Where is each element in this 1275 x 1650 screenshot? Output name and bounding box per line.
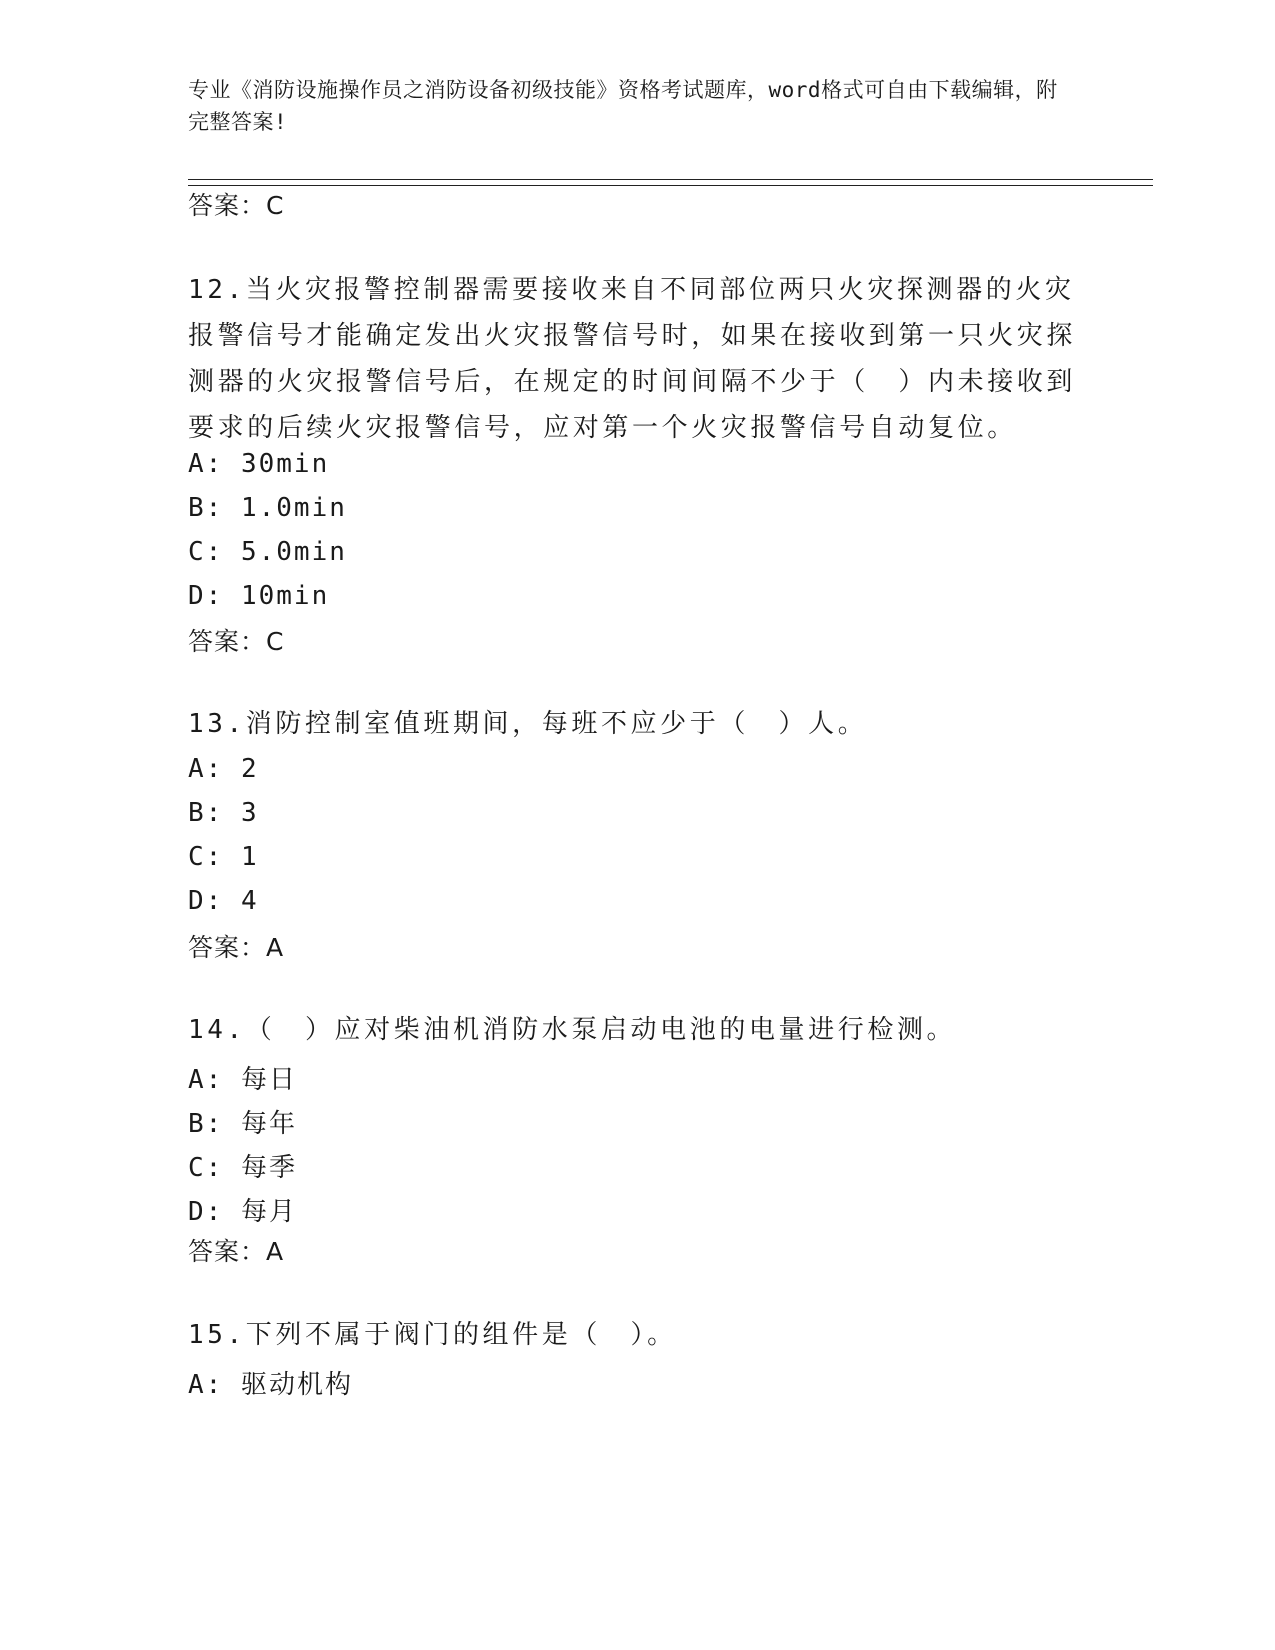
answer-previous: 答案：C [188, 191, 285, 220]
question-12-stem: 12.当火灾报警控制器需要接收来自不同部位两只火灾探测器的火灾报警信号才能确定发出火灾报警信号时，如果在接收到第一只火灾探测器的火灾报警信号后，在规定的时间间隔不少于（ ）内未接收到要求的后续火灾报警信号，应对第一个火灾报警信号自动复位。 [188, 275, 1077, 443]
header-double-rule [188, 179, 1153, 186]
question-12-answer: 答案：C [188, 627, 285, 656]
question-15-stem: 15.下列不属于阀门的组件是（ ）。 [188, 1320, 677, 1350]
question-13-option-a: A: 2 [188, 754, 259, 784]
question-13-option-b: B: 3 [188, 798, 259, 828]
question-14-option-d: D: 每月 [188, 1197, 297, 1227]
question-14-answer: 答案：A [188, 1237, 285, 1266]
question-14-stem: 14.（ ）应对柴油机消防水泵启动电池的电量进行检测。 [188, 1015, 957, 1045]
question-14-option-a: A: 每日 [188, 1065, 297, 1095]
question-13-option-d: D: 4 [188, 886, 259, 916]
document-header: 专业《消防设施操作员之消防设备初级技能》资格考试题库，word格式可自由下载编辑，附完整答案! [188, 78, 1058, 134]
question-15-option-a: A: 驱动机构 [188, 1370, 353, 1400]
question-13-answer: 答案：A [188, 933, 285, 962]
question-14-option-b: B: 每年 [188, 1109, 297, 1139]
question-13-stem: 13.消防控制室值班期间，每班不应少于（ ）人。 [188, 709, 868, 739]
question-13-option-c: C: 1 [188, 842, 259, 872]
question-14-option-c: C: 每季 [188, 1153, 297, 1183]
question-12-option-d: D: 10min [188, 581, 330, 611]
question-12-option-b: B: 1.0min [188, 493, 347, 523]
question-12-option-c: C: 5.0min [188, 537, 347, 567]
question-12-option-a: A: 30min [188, 449, 330, 479]
